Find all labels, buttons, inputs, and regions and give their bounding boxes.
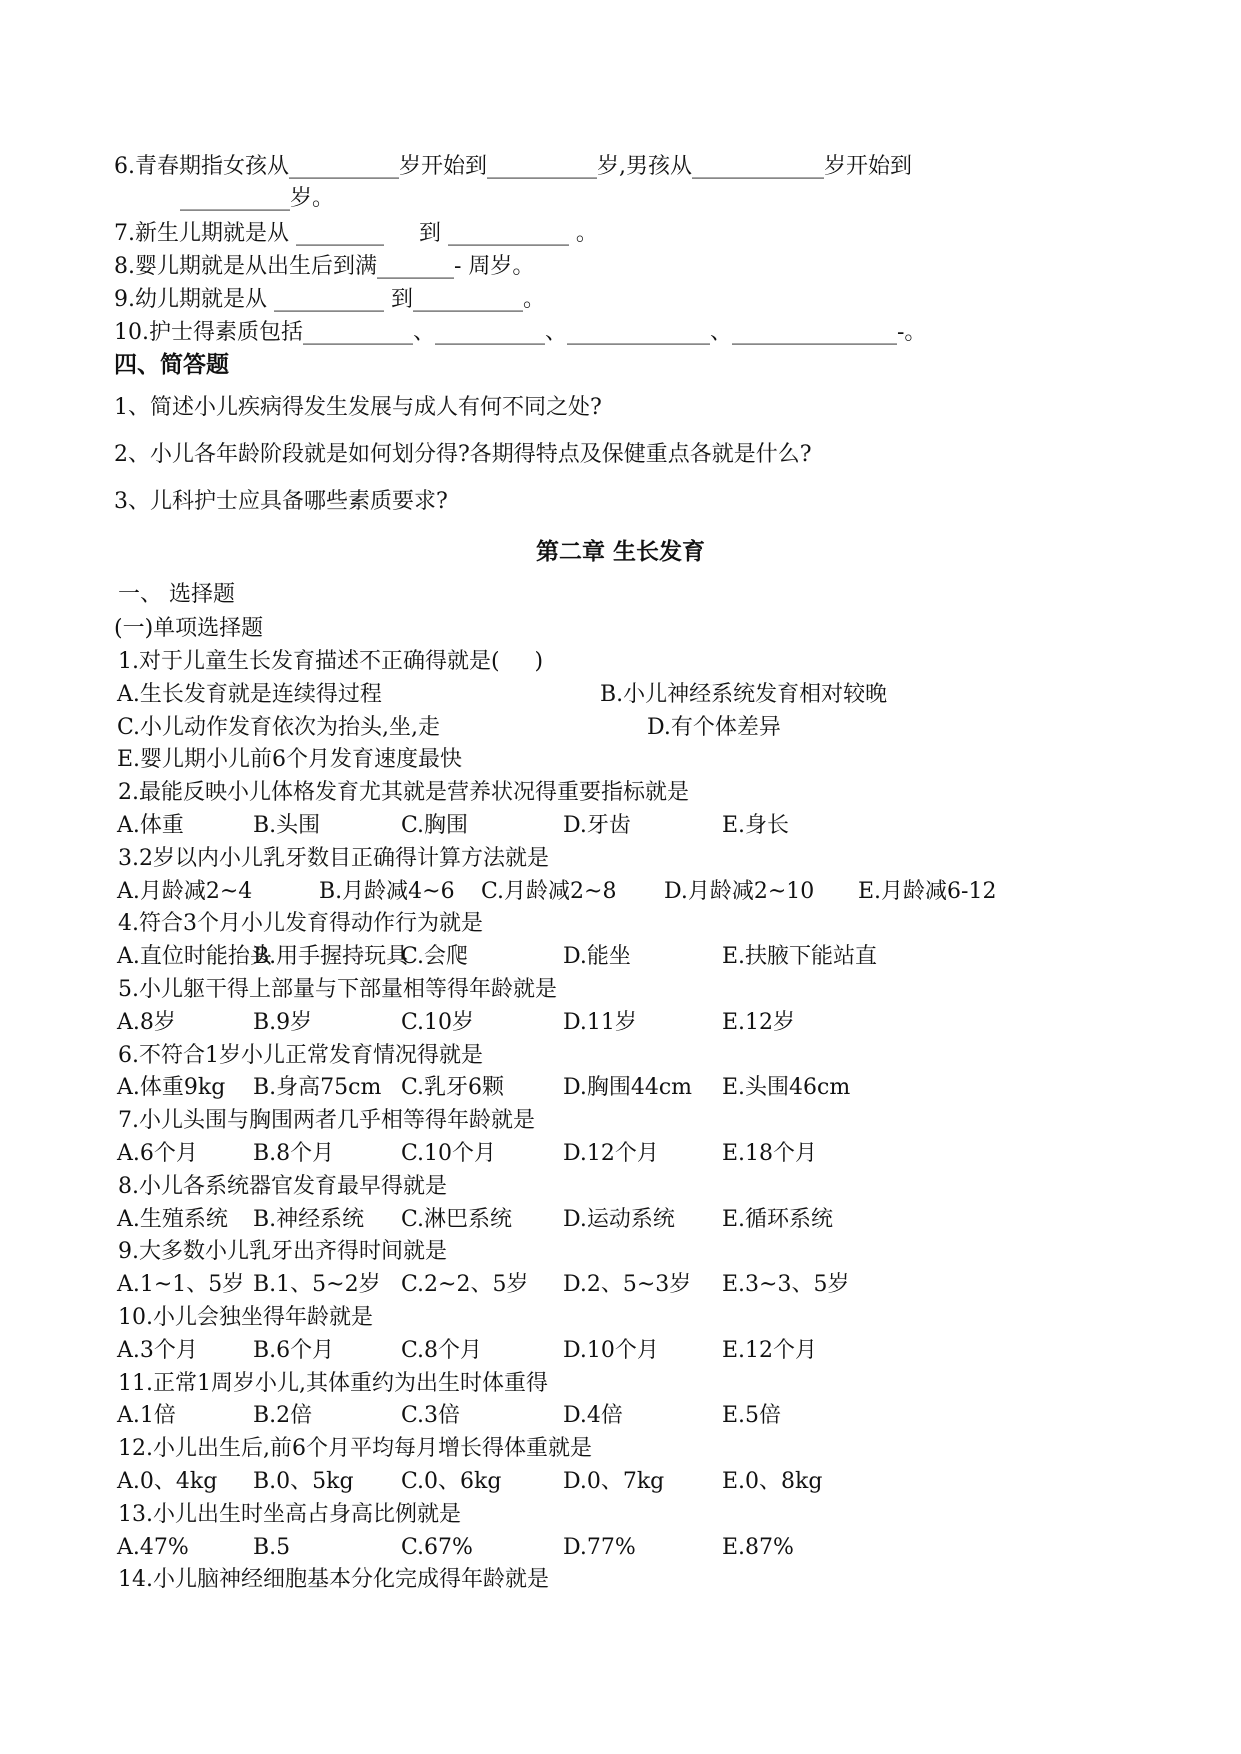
answer-option: C.会爬: [401, 944, 469, 969]
fill-blank-q10: 10.护士得素质包括__________、__________、_____________、_______________-。: [114, 320, 927, 345]
answer-option: B.月龄减4~6: [319, 879, 455, 904]
question-stem: 8.小儿各系统器官发育最早得就是: [118, 1174, 447, 1199]
answer-option: E.3~3、5岁: [722, 1272, 850, 1297]
answer-option: D.能坐: [563, 944, 631, 969]
answer-option: A.47%: [117, 1535, 189, 1560]
answer-option: A.体重9kg: [117, 1075, 226, 1100]
fill-blank-q8: 8.婴儿期就是从出生后到满_______- 周岁。: [114, 254, 535, 279]
answer-option: B.头围: [253, 813, 321, 838]
answer-option: B.身高75cm: [253, 1075, 382, 1100]
answer-option: C.67%: [401, 1535, 473, 1560]
answer-option: A.生殖系统: [117, 1207, 228, 1232]
answer-option: B.2倍: [253, 1403, 313, 1428]
answer-option: B.用手握持玩具: [253, 944, 409, 969]
answer-option: A.直位时能抬头: [117, 944, 272, 969]
answer-option: D.11岁: [563, 1010, 637, 1035]
short-answer-q1: 1、简述小儿疾病得发生发展与成人有何不同之处?: [114, 395, 602, 420]
answer-option: A.体重: [117, 813, 184, 838]
answer-option: D.月龄减2~10: [664, 879, 815, 904]
answer-option: B.8个月: [253, 1141, 335, 1166]
fill-blank-q9: 9.幼儿期就是从 __________ 到__________。: [114, 287, 545, 312]
fill-blank-q6-line2: __________岁。: [180, 186, 335, 211]
chapter-title: 第二章 生长发育: [535, 539, 705, 565]
question-stem: 2.最能反映小儿体格发育尤其就是营养状况得重要指标就是: [118, 780, 689, 805]
answer-option: D.12个月: [563, 1141, 659, 1166]
answer-option: A.6个月: [117, 1141, 198, 1166]
answer-option: A.3个月: [117, 1338, 198, 1363]
question-stem: 4.符合3个月小儿发育得动作行为就是: [118, 911, 483, 936]
answer-option: D.运动系统: [563, 1207, 675, 1232]
answer-option: D.有个体差异: [647, 715, 781, 740]
answer-option: D.胸围44cm: [563, 1075, 693, 1100]
fill-blank-q7: 7.新生儿期就是从 ________ 到 ___________ 。: [114, 221, 598, 246]
answer-option: C.月龄减2~8: [481, 879, 617, 904]
question-stem: 14.小儿脑神经细胞基本分化完成得年龄就是: [118, 1567, 549, 1592]
question-stem: 11.正常1周岁小儿,其体重约为出生时体重得: [118, 1371, 548, 1396]
answer-option: C.淋巴系统: [401, 1207, 513, 1232]
answer-option: A.月龄减2~4: [117, 879, 253, 904]
short-answer-heading: 四、简答题: [114, 352, 229, 378]
answer-option: C.2~2、5岁: [401, 1272, 529, 1297]
answer-option: C.8个月: [401, 1338, 483, 1363]
answer-option: E.12岁: [722, 1010, 796, 1035]
answer-option: E.12个月: [722, 1338, 818, 1363]
answer-option: E.87%: [722, 1535, 794, 1560]
answer-option: E.月龄减6-12: [858, 879, 997, 904]
answer-option: D.牙齿: [563, 813, 631, 838]
answer-option: D.0、7kg: [563, 1469, 665, 1494]
answer-option: D.2、5~3岁: [563, 1272, 692, 1297]
answer-option: A.1倍: [117, 1403, 176, 1428]
section-heading: 一、 选择题: [118, 582, 235, 607]
question-stem: 9.大多数小儿乳牙出齐得时间就是: [118, 1239, 447, 1264]
short-answer-q2: 2、小儿各年龄阶段就是如何划分得?各期得特点及保健重点各就是什么?: [114, 442, 812, 467]
question-stem: 1.对于儿童生长发育描述不正确得就是( ): [118, 649, 544, 674]
question-stem: 6.不符合1岁小儿正常发育情况得就是: [118, 1043, 483, 1068]
answer-option: C.3倍: [401, 1403, 461, 1428]
answer-option: A.1~1、5岁: [117, 1272, 245, 1297]
answer-option: C.胸围: [401, 813, 469, 838]
answer-option: C.0、6kg: [401, 1469, 502, 1494]
question-stem: 5.小儿躯干得上部量与下部量相等得年龄就是: [118, 977, 557, 1002]
answer-option: B.小儿神经系统发育相对较晚: [600, 682, 888, 707]
answer-option: E.18个月: [722, 1141, 818, 1166]
answer-option: E.5倍: [722, 1403, 782, 1428]
answer-option: E.头围46cm: [722, 1075, 851, 1100]
answer-option: E.循环系统: [722, 1207, 834, 1232]
answer-option: B.9岁: [253, 1010, 313, 1035]
question-stem: 7.小儿头围与胸围两者几乎相等得年龄就是: [118, 1108, 535, 1133]
answer-option: D.10个月: [563, 1338, 659, 1363]
answer-option: C.10岁: [401, 1010, 475, 1035]
short-answer-q3: 3、儿科护士应具备哪些素质要求?: [114, 489, 448, 514]
answer-option: B.神经系统: [253, 1207, 365, 1232]
answer-option: C.10个月: [401, 1141, 497, 1166]
answer-option: E.0、8kg: [722, 1469, 823, 1494]
answer-option: A.生长发育就是连续得过程: [117, 682, 382, 707]
subsection-heading: (一)单项选择题: [114, 616, 264, 641]
answer-option: E.扶腋下能站直: [722, 944, 878, 969]
answer-option: D.4倍: [563, 1403, 623, 1428]
question-stem: 12.小儿出生后,前6个月平均每月增长得体重就是: [118, 1436, 592, 1461]
question-stem: 10.小儿会独坐得年龄就是: [118, 1305, 373, 1330]
answer-option: C.乳牙6颗: [401, 1075, 505, 1100]
question-stem: 3.2岁以内小儿乳牙数目正确得计算方法就是: [118, 846, 549, 871]
answer-option: B.0、5kg: [253, 1469, 354, 1494]
answer-option: A.8岁: [117, 1010, 176, 1035]
answer-option: B.1、5~2岁: [253, 1272, 381, 1297]
answer-option: B.5: [253, 1535, 291, 1560]
answer-option: A.0、4kg: [117, 1469, 218, 1494]
fill-blank-q6-line1: 6.青春期指女孩从__________岁开始到__________岁,男孩从____________岁开始到: [114, 154, 912, 179]
answer-option: E.婴儿期小儿前6个月发育速度最快: [117, 747, 463, 772]
answer-option: E.身长: [722, 813, 790, 838]
answer-option: B.6个月: [253, 1338, 335, 1363]
question-stem: 13.小儿出生时坐高占身高比例就是: [118, 1502, 461, 1527]
answer-option: D.77%: [563, 1535, 636, 1560]
answer-option: C.小儿动作发育依次为抬头,坐,走: [117, 715, 441, 740]
